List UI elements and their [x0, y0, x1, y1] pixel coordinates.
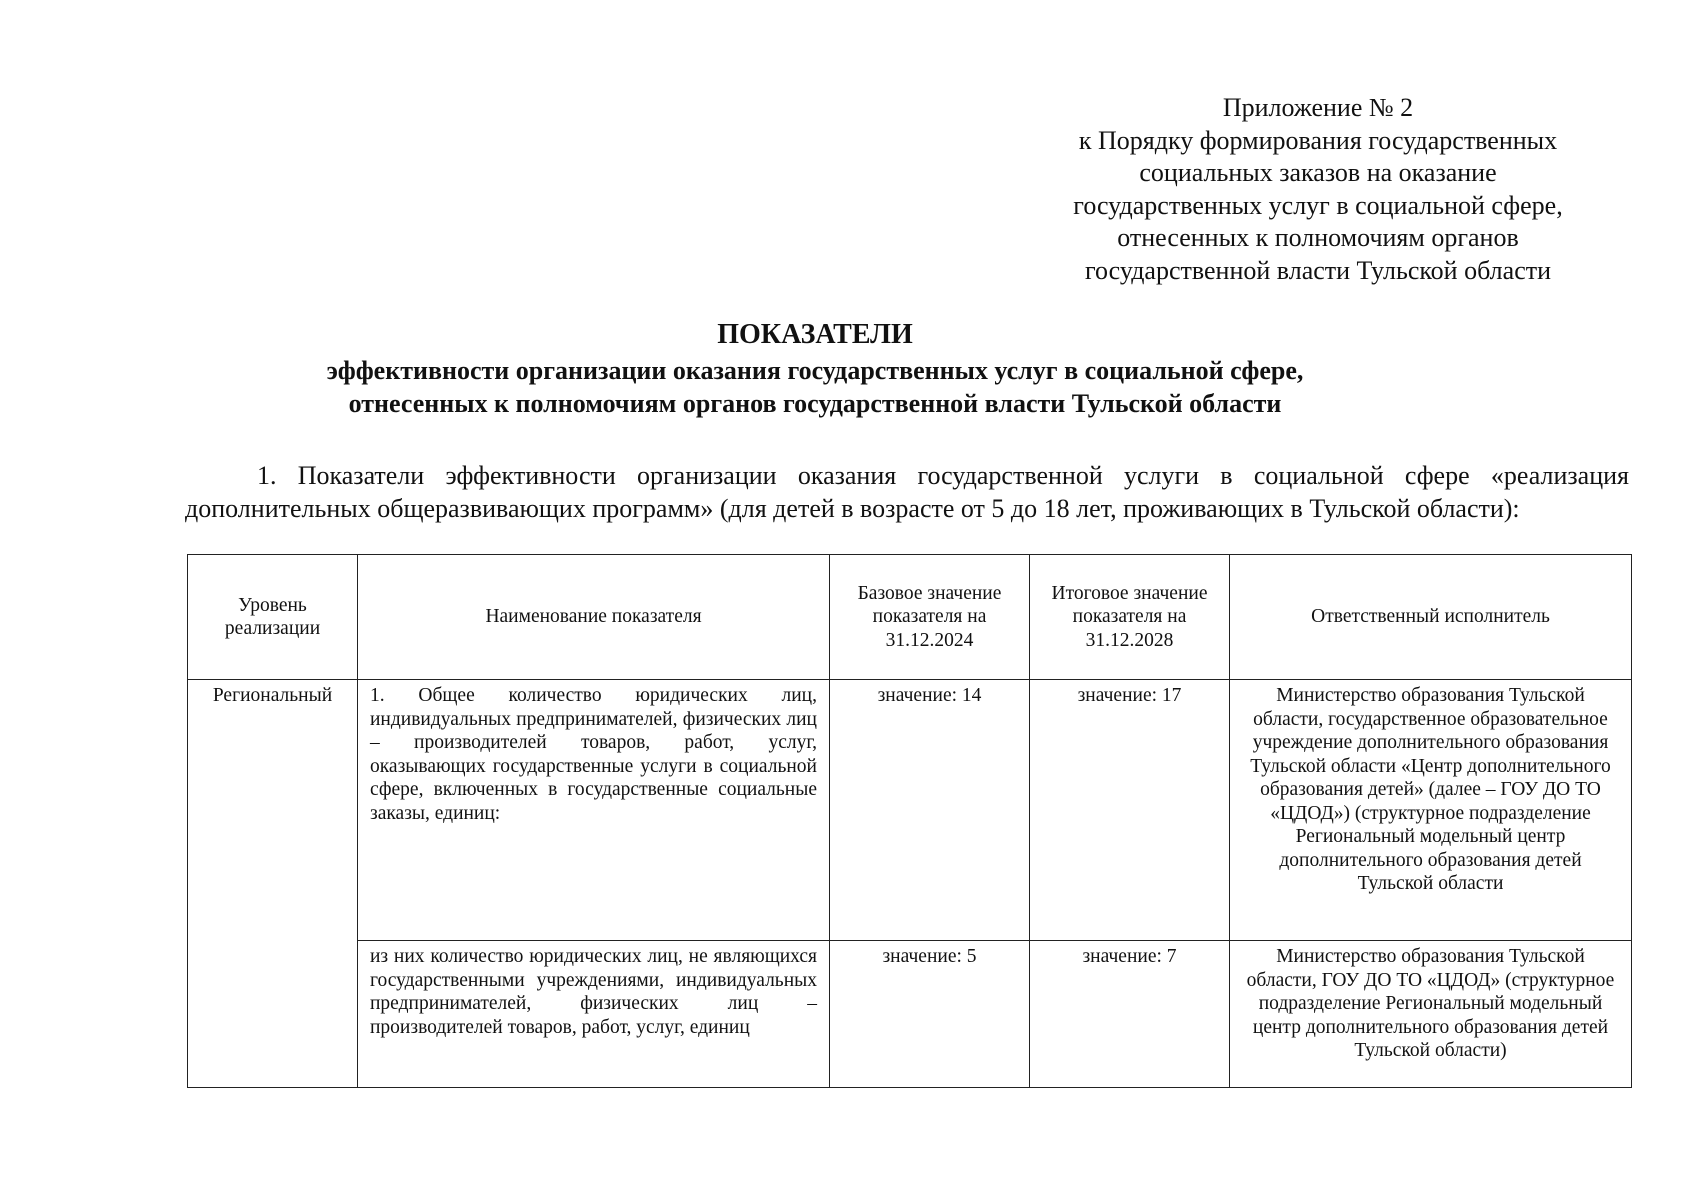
base-value: значение: 5 — [830, 941, 1030, 1088]
final-value: значение: 17 — [1030, 680, 1230, 941]
appendix-line: социальных заказов на оказание — [1139, 158, 1497, 187]
appendix-line: государственных услуг в социальной сфере, — [1073, 190, 1563, 220]
header-final-value: Итоговое значение показателя на 31.12.2028 — [1030, 555, 1230, 680]
indicators-table — [187, 554, 1632, 1088]
table-row — [188, 941, 1632, 1088]
appendix-line: государственной власти Тульской области — [1084, 255, 1552, 285]
header-level: Уровень реализации — [188, 555, 358, 680]
indicator-name: 1. Общее количество юридических лиц, индивидуальных предпринимателей, физических лиц – производителей товаров, работ, услуг, оказывающих государственные услуги в социальной сфере, включенных в государственные социальные заказы, единиц: — [358, 680, 830, 941]
final-value: значение: 7 — [1030, 941, 1230, 1088]
appendix-note — [1030, 92, 1606, 287]
appendix-line: отнесенных к полномочиям органов — [1117, 223, 1519, 252]
header-name: Наименование показателя — [358, 555, 830, 680]
title-main: ПОКАЗАТЕЛИ — [717, 319, 913, 350]
header-responsible: Ответственный исполнитель — [1230, 555, 1632, 680]
base-value: значение: 14 — [830, 680, 1030, 941]
appendix-line: Приложение № 2 — [1222, 93, 1414, 122]
indicator-name: из них количество юридических лиц, не являющихся государственными учреждениями, индивидуальных предпринимателей, физических лиц – производителей товаров, работ, услуг, единиц — [358, 941, 830, 1088]
title-line: эффективности организации оказания государственных услуг в социальной сфере, — [326, 356, 1304, 385]
table-row — [188, 680, 1632, 941]
title-line: отнесенных к полномочиям органов государственной власти Тульской области — [348, 389, 1282, 418]
table-header-row — [188, 555, 1632, 680]
header-base-value: Базовое значение показателя на 31.12.2024 — [830, 555, 1030, 680]
level-cell: Региональный — [188, 680, 358, 1088]
appendix-line: к Порядку формирования государственных — [1078, 125, 1558, 155]
intro-text: 1. Показатели эффективности организации оказания государственной услуги в социальной сфере «реализация дополнительных общеразвивающих программ» (для детей в возрасте от 5 до 18 лет, проживающих в Тульской области): — [185, 461, 1629, 523]
intro-paragraph — [185, 459, 1629, 525]
responsible-executor: Министерство образования Тульской области, государственное образовательное учреждение дополнительного образования Тульской области «Центр дополнительного образования детей» (далее – ГОУ ДО ТО «ЦДОД») (структурное подразделение Региональный модельный центр дополнительного образования детей Тульской области — [1230, 680, 1632, 941]
document-title — [180, 318, 1450, 420]
responsible-executor: Министерство образования Тульской области, ГОУ ДО ТО «ЦДОД» (структурное подразделение Региональный модельный центр дополнительного образования детей Тульской области) — [1230, 941, 1632, 1088]
